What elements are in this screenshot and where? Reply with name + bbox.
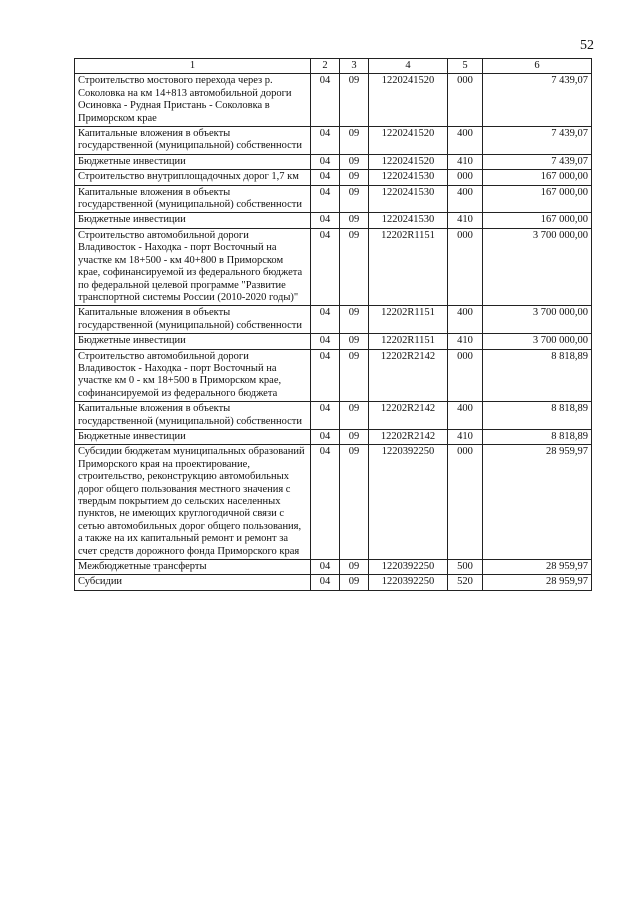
row-expense-type-cell: 410	[448, 154, 483, 169]
row-subsection-cell: 09	[340, 213, 369, 228]
row-section-cell: 04	[311, 228, 340, 305]
row-amount-cell: 7 439,07	[483, 127, 592, 155]
row-expense-type-cell: 410	[448, 429, 483, 444]
table-row	[75, 74, 592, 127]
row-subsection-cell: 09	[340, 402, 369, 430]
row-amount-cell: 28 959,97	[483, 445, 592, 560]
row-section-cell: 04	[311, 213, 340, 228]
row-expense-type-cell: 400	[448, 306, 483, 334]
row-name-cell: Капитальные вложения в объекты государственной (муниципальной) собственности	[75, 306, 311, 334]
header-row	[75, 59, 592, 74]
row-name-cell: Межбюджетные трансферты	[75, 560, 311, 575]
row-amount-cell: 167 000,00	[483, 170, 592, 185]
column-header-2: 2	[311, 59, 340, 74]
row-name-cell: Строительство мостового перехода через р. Соколовка на км 14+813 автомобильной дороги Осиновка - Рудная Пристань - Соколовка в Приморском крае	[75, 74, 311, 127]
row-section-cell: 04	[311, 575, 340, 590]
row-name-cell: Строительство автомобильной дороги Владивосток - Находка - порт Восточный на участке км 18+500 - км 40+800 в Приморском крае, софинансируемой из федерального бюджета по федеральной целевой программе "Развитие транспортной системы России (2010-2020 годы)"	[75, 228, 311, 305]
row-expense-type-cell: 400	[448, 127, 483, 155]
row-name-cell: Капитальные вложения в объекты государственной (муниципальной) собственности	[75, 402, 311, 430]
table-row	[75, 429, 592, 444]
row-expense-type-cell: 500	[448, 560, 483, 575]
row-name-cell: Бюджетные инвестиции	[75, 213, 311, 228]
row-target-article-cell: 1220392250	[369, 445, 448, 560]
table-row	[75, 127, 592, 155]
column-header-5: 5	[448, 59, 483, 74]
row-amount-cell: 7 439,07	[483, 74, 592, 127]
row-expense-type-cell: 410	[448, 334, 483, 349]
row-amount-cell: 8 818,89	[483, 402, 592, 430]
row-subsection-cell: 09	[340, 74, 369, 127]
row-amount-cell: 167 000,00	[483, 185, 592, 213]
row-amount-cell: 3 700 000,00	[483, 334, 592, 349]
table-row	[75, 213, 592, 228]
row-section-cell: 04	[311, 306, 340, 334]
column-header-3: 3	[340, 59, 369, 74]
row-subsection-cell: 09	[340, 170, 369, 185]
row-subsection-cell: 09	[340, 445, 369, 560]
row-name-cell: Капитальные вложения в объекты государственной (муниципальной) собственности	[75, 127, 311, 155]
row-expense-type-cell: 520	[448, 575, 483, 590]
budget-table	[74, 58, 592, 591]
row-name-cell: Строительство внутриплощадочных дорог 1,7 км	[75, 170, 311, 185]
row-name-cell: Субсидии бюджетам муниципальных образований Приморского края на проектирование, строительство, реконструкцию автомобильных дорог общего пользования местного значения с твердым покрытием до сельских населенных пунктов, не имеющих круглогодичной связи с сетью автомобильных дорог общего пользования, а также на их капитальный ремонт и ремонт за счет средств дорожного фонда Приморского края	[75, 445, 311, 560]
table-row	[75, 185, 592, 213]
row-name-cell: Капитальные вложения в объекты государственной (муниципальной) собственности	[75, 185, 311, 213]
row-name-cell: Бюджетные инвестиции	[75, 154, 311, 169]
row-target-article-cell: 1220241520	[369, 127, 448, 155]
row-name-cell: Бюджетные инвестиции	[75, 429, 311, 444]
table-row	[75, 334, 592, 349]
table-body	[75, 74, 592, 590]
row-section-cell: 04	[311, 154, 340, 169]
row-expense-type-cell: 000	[448, 445, 483, 560]
column-header-4: 4	[369, 59, 448, 74]
row-amount-cell: 167 000,00	[483, 213, 592, 228]
row-target-article-cell: 12202R1151	[369, 334, 448, 349]
row-expense-type-cell: 400	[448, 185, 483, 213]
row-subsection-cell: 09	[340, 429, 369, 444]
table-row	[75, 445, 592, 560]
row-target-article-cell: 1220241520	[369, 154, 448, 169]
row-target-article-cell: 1220241530	[369, 185, 448, 213]
column-header-1: 1	[75, 59, 311, 74]
row-amount-cell: 8 818,89	[483, 429, 592, 444]
row-target-article-cell: 12202R2142	[369, 349, 448, 402]
row-amount-cell: 3 700 000,00	[483, 306, 592, 334]
row-target-article-cell: 12202R2142	[369, 402, 448, 430]
row-section-cell: 04	[311, 402, 340, 430]
row-target-article-cell: 12202R2142	[369, 429, 448, 444]
row-amount-cell: 8 818,89	[483, 349, 592, 402]
row-name-cell: Бюджетные инвестиции	[75, 334, 311, 349]
row-subsection-cell: 09	[340, 154, 369, 169]
row-subsection-cell: 09	[340, 228, 369, 305]
row-target-article-cell: 1220241530	[369, 170, 448, 185]
row-name-cell: Субсидии	[75, 575, 311, 590]
row-target-article-cell: 1220241520	[369, 74, 448, 127]
table-row	[75, 306, 592, 334]
table-row	[75, 154, 592, 169]
row-expense-type-cell: 410	[448, 213, 483, 228]
row-amount-cell: 28 959,97	[483, 575, 592, 590]
page-number: 52	[580, 38, 594, 53]
table-row	[75, 575, 592, 590]
row-amount-cell: 3 700 000,00	[483, 228, 592, 305]
row-expense-type-cell: 000	[448, 170, 483, 185]
row-subsection-cell: 09	[340, 185, 369, 213]
row-expense-type-cell: 000	[448, 228, 483, 305]
table-row	[75, 228, 592, 305]
row-section-cell: 04	[311, 334, 340, 349]
row-subsection-cell: 09	[340, 306, 369, 334]
table-row	[75, 170, 592, 185]
row-section-cell: 04	[311, 349, 340, 402]
row-section-cell: 04	[311, 170, 340, 185]
row-amount-cell: 7 439,07	[483, 154, 592, 169]
row-section-cell: 04	[311, 445, 340, 560]
row-target-article-cell: 12202R1151	[369, 228, 448, 305]
row-section-cell: 04	[311, 429, 340, 444]
table-row	[75, 560, 592, 575]
row-subsection-cell: 09	[340, 575, 369, 590]
row-expense-type-cell: 400	[448, 402, 483, 430]
row-expense-type-cell: 000	[448, 349, 483, 402]
row-subsection-cell: 09	[340, 349, 369, 402]
row-amount-cell: 28 959,97	[483, 560, 592, 575]
row-name-cell: Строительство автомобильной дороги Владивосток - Находка - порт Восточный на участке км 0 - км 18+500 в Приморском крае, софинансируемой из федерального бюджета	[75, 349, 311, 402]
row-section-cell: 04	[311, 560, 340, 575]
row-expense-type-cell: 000	[448, 74, 483, 127]
row-section-cell: 04	[311, 74, 340, 127]
column-header-6: 6	[483, 59, 592, 74]
row-target-article-cell: 12202R1151	[369, 306, 448, 334]
row-section-cell: 04	[311, 185, 340, 213]
row-target-article-cell: 1220241530	[369, 213, 448, 228]
row-section-cell: 04	[311, 127, 340, 155]
row-subsection-cell: 09	[340, 334, 369, 349]
table-row	[75, 402, 592, 430]
table-row	[75, 349, 592, 402]
row-target-article-cell: 1220392250	[369, 575, 448, 590]
row-subsection-cell: 09	[340, 127, 369, 155]
row-subsection-cell: 09	[340, 560, 369, 575]
row-target-article-cell: 1220392250	[369, 560, 448, 575]
